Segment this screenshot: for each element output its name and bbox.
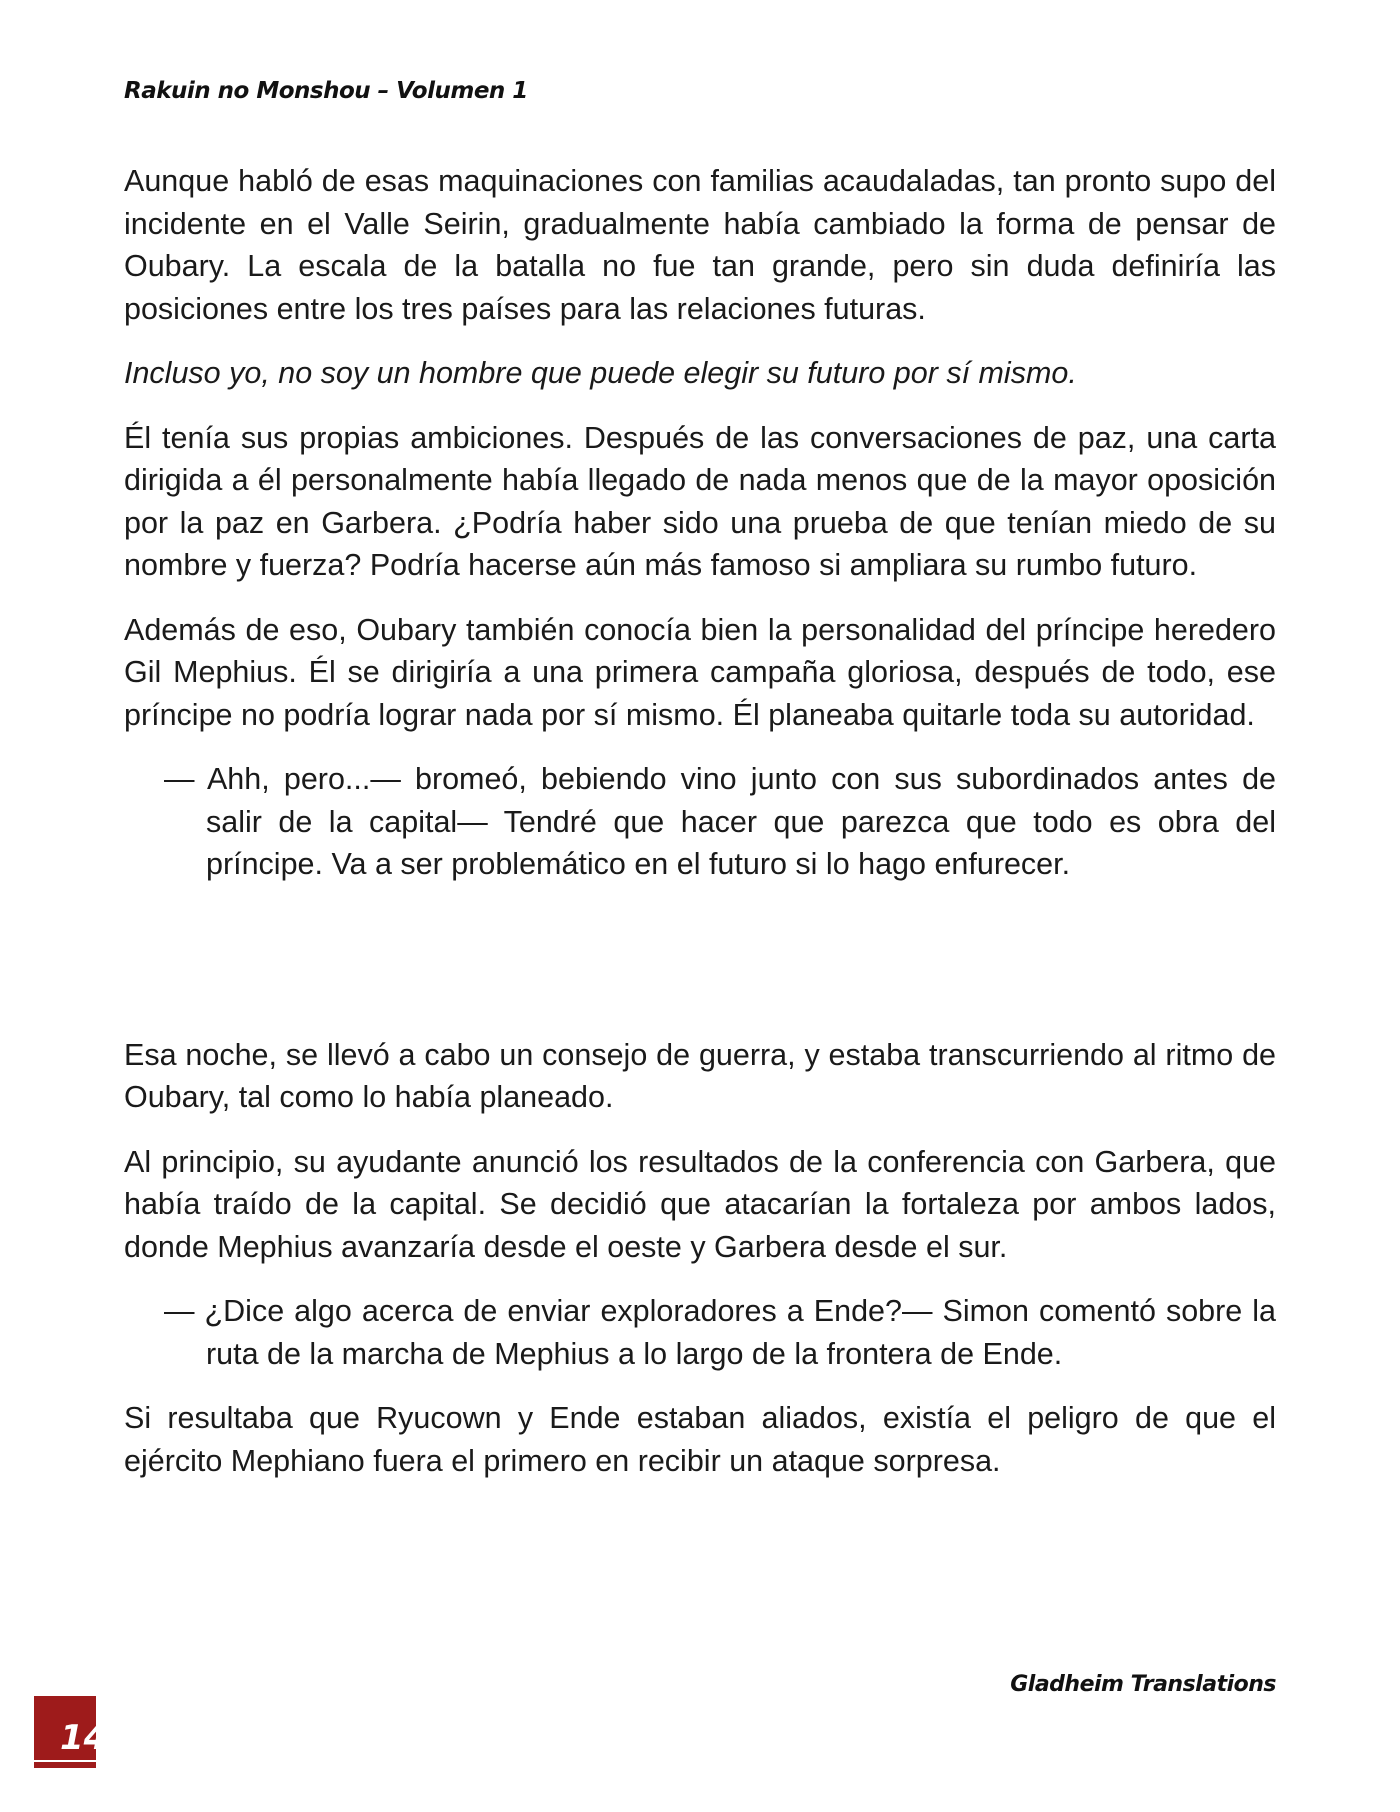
page-body xyxy=(124,160,1276,1482)
paragraph-6: Esa noche, se llevó a cabo un consejo de guerra, y estaba transcurriendo al ritmo de Oubary, tal como lo había planeado. xyxy=(124,1037,1276,1114)
paragraph-9: Si resultaba que Ryucown y Ende estaban aliados, existía el peligro de que el ejército Mephiano fuera el primero en recibir un ataque sorpresa. xyxy=(124,1401,1276,1478)
page-number: 14 xyxy=(60,1718,108,1758)
paragraph-7: Al principio, su ayudante anunció los resultados de la conferencia con Garbera, que había traído de la capital. Se decidió que atacarían la fortaleza por ambos lados, donde Mephius avanzaría desde el oeste y Garbera desde el sur. xyxy=(124,1144,1276,1264)
paragraph-4: Además de eso, Oubary también conocía bien la personalidad del príncipe heredero Gil Mephius. Él se dirigiría a una primera campaña gloriosa, después de todo, ese príncipe no podría lograr nada por sí mismo. Él planeaba quitarle toda su autoridad. xyxy=(124,612,1276,732)
running-header: Rakuin no Monshou – Volumen 1 xyxy=(124,78,528,104)
paragraph-2-thought: Incluso yo, no soy un hombre que puede elegir su futuro por sí mismo. xyxy=(124,356,1077,390)
dialogue-2: — ¿Dice algo acerca de enviar exploradores a Ende?— Simon comentó sobre la ruta de la marcha de Mephius a lo largo de la frontera de Ende. xyxy=(164,1294,1276,1371)
page-number-badge xyxy=(34,1696,108,1768)
paragraph-1: Aunque habló de esas maquinaciones con familias acaudaladas, tan pronto supo del incidente en el Valle Seirin, gradualmente había cambiado la forma de pensar de Oubary. La escala de la batalla no fue tan grande, pero sin duda definiría las posiciones entre los tres países para las relaciones futuras. xyxy=(124,164,1276,326)
paragraph-3: Él tenía sus propias ambiciones. Después de las conversaciones de paz, una carta dirigida a él personalmente había llegado de nada menos que de la mayor oposición por la paz en Garbera. ¿Podría haber sido una prueba de que tenían miedo de su nombre y fuerza? Podría hacerse aún más famoso si ampliara su rumbo futuro. xyxy=(124,420,1276,582)
dialogue-1: — Ahh, pero...— bromeó, bebiendo vino junto con sus subordinados antes de salir de la capital— Tendré que hacer que parezca que todo es obra del príncipe. Va a ser problemático en el futuro si lo hago enfurecer. xyxy=(164,762,1276,881)
translator-credit: Gladheim Translations xyxy=(1010,1672,1276,1697)
page-number-underline xyxy=(34,1760,96,1762)
section-break xyxy=(124,886,1276,1034)
